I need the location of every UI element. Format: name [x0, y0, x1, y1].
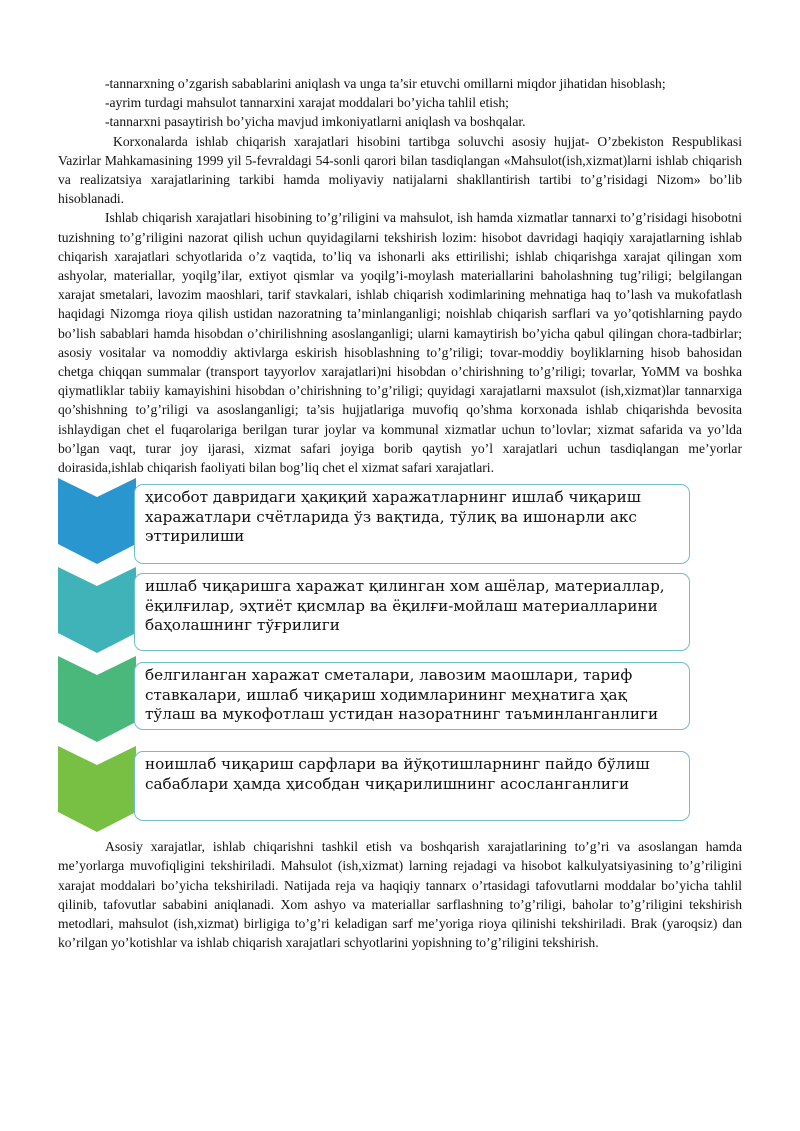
paragraph-basic-costs: Asosiy xarajatlar, ishlab chiqarishni tashkil etish va boshqarish xarajatlarining to’g’ri va asoslangan hamda me’yorlarga muvofiqligini tekshiriladi. Mahsulot (ish,xizmat) larning rejadagi va hisobot kalkulyatsiyasining to’g’riligini xarajat moddalari bo’yicha tekshiriladi. Natijada reja va haqiqiy tannarx o’rtasidagi tafovutlarni moddalar bo’yicha tahlil qilinib, tafovutlar sababini aniqlanadi. Xom ashyo va materiallar sarflashning to’g’riligi, baholar to’g’riligini tekshirish metodlari, mahsulot (ish,xizmat) birligiga to’g’ri keladigan sarf me’yoriga rioya qilinishi tekshiriladi. Brak (yaroqsiz) dan ko’rilgan yo’kotishlar va ishlab chiqarish xarajatlari schyotlarini yopishning to’g’riligini tekshirish.	[58, 839, 742, 951]
diagram-item-4-text: ноишлаб чиқариш сарфлари ва йўқотишларнинг пайдо бўлиш сабаблари ҳамда ҳисобдан чиқарилишнинг асосланганлиги	[145, 755, 650, 793]
chevron-shape-3	[58, 656, 136, 742]
paragraph-bullet-2: -ayrim turdagi mahsulot tannarxini xarajat moddalari bo’yicha tahlil etish;	[105, 95, 509, 111]
diagram-item-2	[134, 573, 690, 651]
diagram-item-4	[134, 751, 690, 821]
chevron-shape-1	[58, 478, 136, 564]
diagram-item-1-text: ҳисобот давридаги ҳақиқий харажатларнинг ишлаб чиқариш харажатлари счётларида ўз вақтида, тўлиқ ва ишонарли акс эттирилиши	[145, 488, 641, 546]
paragraph-audit-checks: Ishlab chiqarish xarajatlari hisobining to’g’riligini va mahsulot, ish hamda xizmatlar tannarxi to’g’risidagi hisobotni tuzishning to’g’riligini nazorat qilish uchun quyidagilarni tekshirish lozim: hisobot davridagi haqiqiy xarajatlarning ishlab chiqarish xarajatlari schyotlarida o’z vaqtida, to’liq va ishonarli aks ettirilishi; ishlab chiqarishga xarajat qilingan xom ashyolar, materiallar, yoqilg’ilar, extiyot qismlar va yoqilg’i-moylash materiallarini baholashning tug’riligi; belgilangan xarajat smetalari, lavozim maoshlari, tarif stavkalari, ishlab chiqarish xodimlarining mehnatiga haq to’lash va mukofatlash haqidagi Nizomga rioya qilish ustidan nazoratning ta’minlanganligi; noishlab chiqarish sarflari va yo’qotishlarning paydo bo’lish sabablari hamda hisobdan o’chirilishning asoslanganligi; ularni kamaytirish bo’yicha qabul qilingan chora-tadbirlar; asosiy vositalar va nomoddiy aktivlarga eskirish hisoblashning to’g’riligi; tovar-moddiy boyliklarning hisob bahosidan chetga chiqqan summalar (transport tayyorlov xarajatlari)ni hisobdan o’chirishning to’g’riligi; tovarlar, YoMM va boshka qiymatliklar tabiiy kamayishini hisobdan o’chirishning to’g’riligi; quyidagi xarajatlarni maxsulot (ish,xizmat)lar tannarxiga qo’shishning to’g’riligi va asoslanganligi; ta’sis hujjatlariga muvofiq qo’shma korxonada ishlab chiqarishda bevosita ishlaydigan chet el fuqarolariga berilgan turar joylar va kommunal xizmatlar uchun to’lovlar; xizmat safarida va yo’lda bo’lgan vaqt, turar joy ijarasi, xizmat safari joyiga borib qaytish yo’l xarajatlari uchun tasdiqlangan me’yorlar doirasida,ishlab chiqarish faoliyati bilan bog’liq chet el xizmat safari xarajatlari.	[58, 210, 742, 476]
paragraph-bullet-1: -tannarxning o’zgarish sabablarini aniqlash va unga ta’sir etuvchi omillarni miqdor jihatidan hisoblash;	[105, 76, 666, 91]
chevron-marker-1	[58, 478, 136, 564]
diagram-item-2-text: ишлаб чиқаришга харажат қилинган хом ашёлар, материаллар, ёқилғилар, эҳтиёт қисмлар ва ёқилғи-мойлаш материалларини баҳолашнинг тўғрилиги	[145, 577, 665, 635]
diagram-item-3-text: белгиланган харажат сметалари, лавозим маошлари, тариф ставкалари, ишлаб чиқариш ходимларининг меҳнатига ҳақ тўлаш ва мукофотлаш устидан назоратнинг таъминланганлиги	[145, 666, 659, 724]
chevron-shape-4	[58, 746, 136, 832]
document-page	[58, 74, 742, 952]
diagram-item-1	[134, 484, 690, 564]
chevron-marker-3	[58, 656, 136, 742]
paragraph-bullet-3: -tannarxni pasaytirish bo’yicha mavjud imkoniyatlarni aniqlash va boshqalar.	[105, 114, 526, 130]
chevron-marker-2	[58, 567, 136, 653]
chevron-marker-4	[58, 746, 136, 832]
paragraph-regulation: Korxonalarda ishlab chiqarish xarajatlari hisobini tartibga soluvchi asosiy hujjat- O’zbekiston Respublikasi Vazirlar Mahkamasining 1999 yil 5-fevraldagi 54-sonli qarori bilan tasdiqlangan «Mahsulot(ish,xizmat)larni ishlab chiqarish va realizatsiya xarajatlarining tarkibi hamda moliyaviy natijalarni shakllantirish tartibi to’g’risidagi Nizom» bo’lib hisoblanadi.	[58, 133, 742, 207]
checklist-diagram	[58, 478, 698, 828]
diagram-item-3	[134, 662, 690, 730]
chevron-shape-2	[58, 567, 136, 653]
